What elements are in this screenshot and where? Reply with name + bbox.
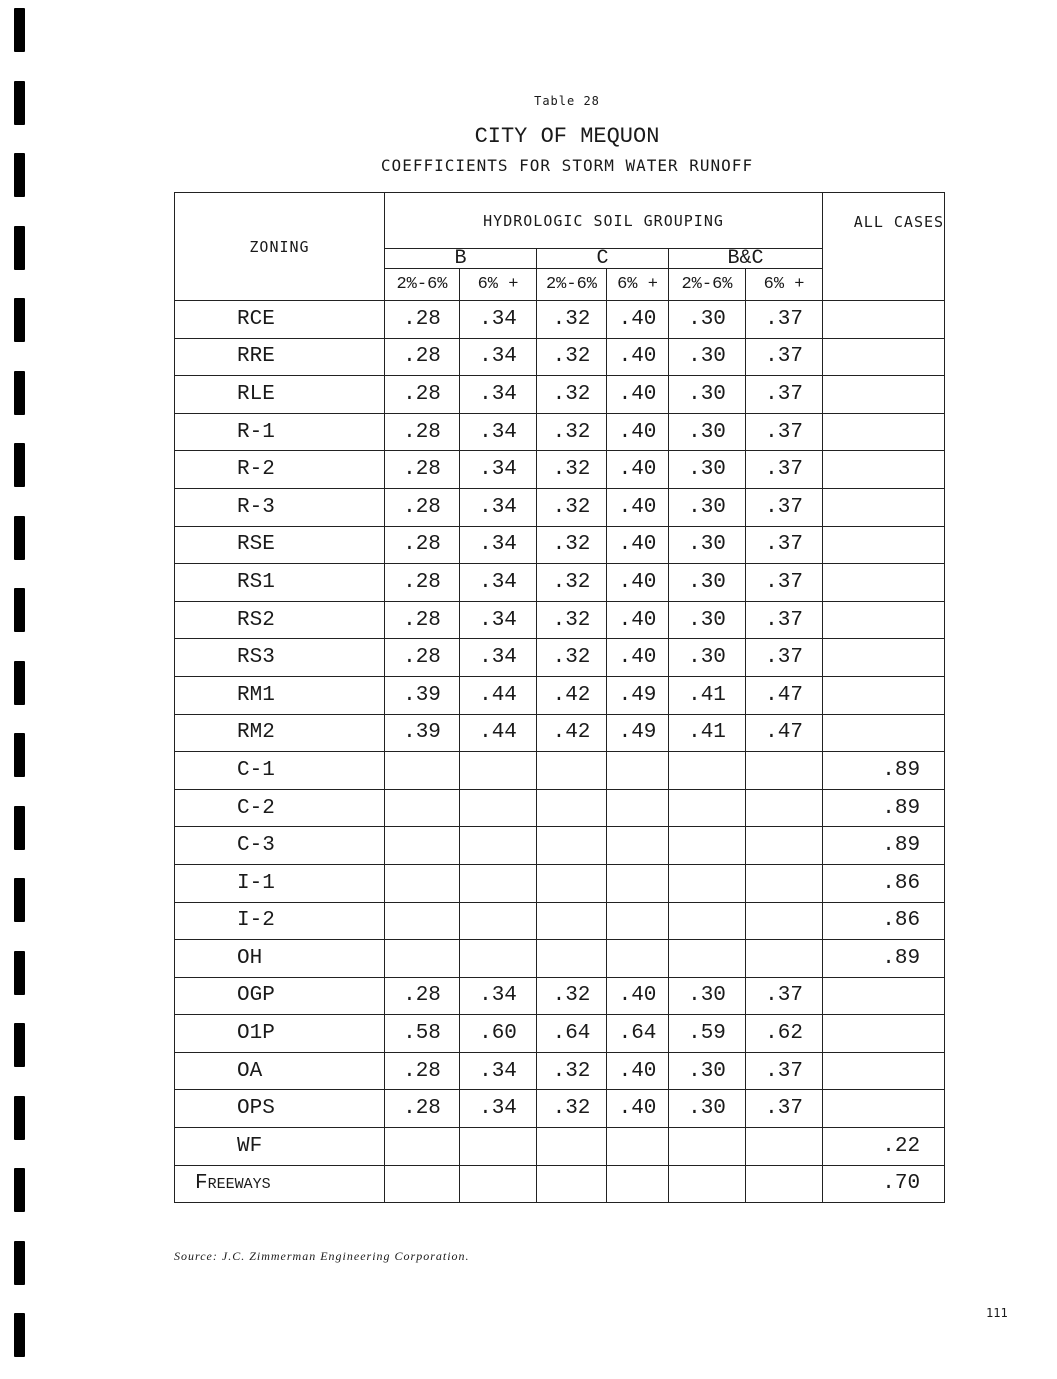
coefficient-cell xyxy=(607,864,669,902)
slope-header: 2%-6% xyxy=(537,269,607,301)
source-note: Source: J.C. Zimmerman Engineering Corporation. xyxy=(174,1249,470,1263)
coefficient-cell: .34 xyxy=(460,601,537,639)
coefficient-cell xyxy=(607,902,669,940)
coefficient-cell: .30 xyxy=(669,488,746,526)
all-cases-cell xyxy=(823,601,945,639)
coefficient-cell: .34 xyxy=(460,488,537,526)
coefficient-cell: .32 xyxy=(537,639,607,677)
table-row xyxy=(175,940,945,978)
coefficient-cell: .32 xyxy=(537,977,607,1015)
zoning-cell: OH xyxy=(175,940,385,978)
coefficient-cell: .28 xyxy=(385,977,460,1015)
coefficient-cell: .64 xyxy=(537,1015,607,1053)
all-cases-cell xyxy=(823,451,945,489)
soil-group-c-header: C xyxy=(537,249,669,269)
coefficient-cell xyxy=(385,789,460,827)
coefficient-cell: .39 xyxy=(385,676,460,714)
table-row xyxy=(175,827,945,865)
coefficient-cell: .59 xyxy=(669,1015,746,1053)
soil-group-bc-header: B&C xyxy=(669,249,823,269)
zoning-cell: RS1 xyxy=(175,564,385,602)
coefficient-cell: .30 xyxy=(669,338,746,376)
coefficient-cell: .40 xyxy=(607,451,669,489)
all-cases-cell xyxy=(823,338,945,376)
table-row xyxy=(175,376,945,414)
zoning-cell: OGP xyxy=(175,977,385,1015)
table-row xyxy=(175,413,945,451)
coefficient-cell xyxy=(385,1165,460,1203)
coefficient-cell: .34 xyxy=(460,526,537,564)
coefficient-cell xyxy=(537,827,607,865)
zoning-cell: OA xyxy=(175,1052,385,1090)
all-cases-cell xyxy=(823,676,945,714)
zoning-cell: I-2 xyxy=(175,902,385,940)
slope-header: 2%-6% xyxy=(385,269,460,301)
coefficient-cell: .30 xyxy=(669,526,746,564)
all-cases-cell xyxy=(823,1015,945,1053)
coefficient-cell xyxy=(746,827,823,865)
coefficient-cell xyxy=(746,789,823,827)
coefficient-cell xyxy=(746,1128,823,1166)
coefficient-cell: .40 xyxy=(607,301,669,339)
coefficient-cell: .37 xyxy=(746,488,823,526)
coefficient-cell: .32 xyxy=(537,564,607,602)
coefficient-cell: .32 xyxy=(537,1090,607,1128)
coefficient-cell xyxy=(460,752,537,790)
coefficient-cell: .34 xyxy=(460,338,537,376)
all-cases-cell: .70 xyxy=(823,1165,945,1203)
zoning-cell: C-1 xyxy=(175,752,385,790)
coefficient-cell: .28 xyxy=(385,338,460,376)
coefficient-cell: .60 xyxy=(460,1015,537,1053)
coefficient-cell: .30 xyxy=(669,451,746,489)
coefficient-cell: .37 xyxy=(746,301,823,339)
coefficient-cell: .44 xyxy=(460,714,537,752)
coefficient-cell: .30 xyxy=(669,1052,746,1090)
coefficient-cell xyxy=(669,789,746,827)
coefficient-cell xyxy=(746,864,823,902)
coefficient-cell: .28 xyxy=(385,301,460,339)
coefficient-cell: .39 xyxy=(385,714,460,752)
table-row xyxy=(175,864,945,902)
table-row xyxy=(175,526,945,564)
coefficient-cell xyxy=(607,827,669,865)
zoning-cell: R-1 xyxy=(175,413,385,451)
coefficient-cell xyxy=(385,827,460,865)
all-cases-cell xyxy=(823,1052,945,1090)
coefficient-cell xyxy=(669,752,746,790)
coefficient-cell: .40 xyxy=(607,639,669,677)
coefficient-cell: .34 xyxy=(460,301,537,339)
coefficient-cell: .37 xyxy=(746,564,823,602)
coefficient-cell xyxy=(460,902,537,940)
all-cases-cell xyxy=(823,526,945,564)
zoning-cell: R-3 xyxy=(175,488,385,526)
coefficient-cell: .30 xyxy=(669,413,746,451)
coefficient-cell xyxy=(746,902,823,940)
coefficient-cell: .34 xyxy=(460,1052,537,1090)
table-row xyxy=(175,639,945,677)
all-cases-cell xyxy=(823,564,945,602)
table-row xyxy=(175,601,945,639)
coefficient-cell: .28 xyxy=(385,488,460,526)
coefficient-cell xyxy=(537,940,607,978)
coefficient-cell: .28 xyxy=(385,413,460,451)
coefficient-cell: .30 xyxy=(669,564,746,602)
coefficient-cell xyxy=(607,940,669,978)
table-row xyxy=(175,977,945,1015)
coefficient-cell xyxy=(460,827,537,865)
coefficient-cell: .30 xyxy=(669,977,746,1015)
zoning-cell: RRE xyxy=(175,338,385,376)
coefficient-cell xyxy=(385,1128,460,1166)
coefficient-cell: .32 xyxy=(537,526,607,564)
coefficient-cell: .28 xyxy=(385,601,460,639)
all-cases-cell: .89 xyxy=(823,789,945,827)
zoning-cell: RS3 xyxy=(175,639,385,677)
zoning-cell: RS2 xyxy=(175,601,385,639)
zoning-cell: Freeways xyxy=(175,1165,385,1203)
coefficient-cell: .28 xyxy=(385,451,460,489)
coefficient-cell xyxy=(746,1165,823,1203)
slope-header: 6% + xyxy=(460,269,537,301)
coefficient-cell: .37 xyxy=(746,451,823,489)
coefficient-cell xyxy=(537,1165,607,1203)
coefficient-cell xyxy=(385,864,460,902)
table-row xyxy=(175,1015,945,1053)
coefficient-cell: .34 xyxy=(460,639,537,677)
coefficient-cell: .34 xyxy=(460,977,537,1015)
coefficient-cell xyxy=(669,1128,746,1166)
coefficient-cell: .40 xyxy=(607,413,669,451)
coefficient-cell xyxy=(385,902,460,940)
all-cases-cell xyxy=(823,488,945,526)
hydrologic-soil-grouping-header: HYDROLOGIC SOIL GROUPING xyxy=(385,193,823,249)
coefficient-cell xyxy=(669,1165,746,1203)
page-subtitle: COEFFICIENTS FOR STORM WATER RUNOFF xyxy=(380,156,754,175)
coefficient-cell: .30 xyxy=(669,1090,746,1128)
coefficient-cell: .47 xyxy=(746,714,823,752)
page-title: CITY OF MEQUON xyxy=(474,124,660,149)
table-row xyxy=(175,752,945,790)
table-body xyxy=(175,301,945,1203)
coefficient-cell: .47 xyxy=(746,676,823,714)
coefficient-cell: .40 xyxy=(607,488,669,526)
coefficient-cell: .41 xyxy=(669,714,746,752)
coefficient-cell xyxy=(385,752,460,790)
table-row xyxy=(175,1090,945,1128)
coefficient-cell: .34 xyxy=(460,451,537,489)
zoning-cell: O1P xyxy=(175,1015,385,1053)
coefficient-cell: .28 xyxy=(385,526,460,564)
coefficient-cell: .28 xyxy=(385,1052,460,1090)
binding-hole-marks xyxy=(14,0,28,1379)
coefficient-cell: .40 xyxy=(607,564,669,602)
coefficient-cell: .32 xyxy=(537,451,607,489)
coefficient-cell xyxy=(460,1128,537,1166)
zoning-cell: C-3 xyxy=(175,827,385,865)
table-row xyxy=(175,1128,945,1166)
coefficient-cell: .37 xyxy=(746,338,823,376)
coefficient-cell: .40 xyxy=(607,1052,669,1090)
coefficient-cell xyxy=(537,752,607,790)
zoning-cell: R-2 xyxy=(175,451,385,489)
coefficient-cell: .28 xyxy=(385,1090,460,1128)
all-cases-cell: .22 xyxy=(823,1128,945,1166)
zoning-cell: RM2 xyxy=(175,714,385,752)
coefficient-cell: .34 xyxy=(460,564,537,602)
coefficient-cell: .34 xyxy=(460,376,537,414)
coefficient-cell: .32 xyxy=(537,488,607,526)
all-cases-cell: .89 xyxy=(823,940,945,978)
coefficient-cell xyxy=(669,827,746,865)
zoning-cell: WF xyxy=(175,1128,385,1166)
zoning-cell: I-1 xyxy=(175,864,385,902)
coefficient-cell: .30 xyxy=(669,639,746,677)
coefficient-cell xyxy=(669,864,746,902)
zoning-cell: RCE xyxy=(175,301,385,339)
table-row xyxy=(175,564,945,602)
coefficient-cell xyxy=(669,940,746,978)
coefficient-cell: .34 xyxy=(460,413,537,451)
zoning-cell: C-2 xyxy=(175,789,385,827)
coefficient-cell: .64 xyxy=(607,1015,669,1053)
runoff-coefficients-table xyxy=(174,192,945,1203)
table-row xyxy=(175,1052,945,1090)
coefficient-cell: .37 xyxy=(746,376,823,414)
zoning-cell: RLE xyxy=(175,376,385,414)
zoning-cell: RM1 xyxy=(175,676,385,714)
coefficient-cell: .41 xyxy=(669,676,746,714)
coefficient-cell xyxy=(460,789,537,827)
coefficient-cell xyxy=(607,752,669,790)
coefficient-cell: .42 xyxy=(537,676,607,714)
table-row xyxy=(175,451,945,489)
table-number: Table 28 xyxy=(534,94,600,108)
table-row xyxy=(175,714,945,752)
coefficient-cell: .40 xyxy=(607,977,669,1015)
coefficient-cell: .32 xyxy=(537,413,607,451)
coefficient-cell: .37 xyxy=(746,1090,823,1128)
coefficient-cell: .32 xyxy=(537,376,607,414)
coefficient-cell: .37 xyxy=(746,977,823,1015)
coefficient-cell: .58 xyxy=(385,1015,460,1053)
coefficient-cell: .37 xyxy=(746,526,823,564)
coefficient-cell: .30 xyxy=(669,301,746,339)
table-row xyxy=(175,1165,945,1203)
coefficient-cell: .42 xyxy=(537,714,607,752)
slope-header: 6% + xyxy=(746,269,823,301)
coefficient-cell: .28 xyxy=(385,376,460,414)
coefficient-cell: .40 xyxy=(607,338,669,376)
table-row xyxy=(175,676,945,714)
zoning-header: ZONING xyxy=(175,193,385,301)
coefficient-cell xyxy=(460,1165,537,1203)
coefficient-cell xyxy=(460,940,537,978)
coefficient-cell xyxy=(746,752,823,790)
coefficient-cell: .40 xyxy=(607,526,669,564)
zoning-cell: RSE xyxy=(175,526,385,564)
coefficient-cell: .49 xyxy=(607,714,669,752)
coefficient-cell: .40 xyxy=(607,376,669,414)
coefficient-cell xyxy=(537,789,607,827)
coefficient-cell: .30 xyxy=(669,376,746,414)
zoning-cell: OPS xyxy=(175,1090,385,1128)
coefficient-cell xyxy=(607,789,669,827)
all-cases-cell xyxy=(823,977,945,1015)
table-row xyxy=(175,789,945,827)
coefficient-cell: .28 xyxy=(385,564,460,602)
coefficient-cell xyxy=(460,864,537,902)
coefficient-cell xyxy=(607,1128,669,1166)
coefficient-cell: .40 xyxy=(607,1090,669,1128)
table-row xyxy=(175,301,945,339)
coefficient-cell xyxy=(537,902,607,940)
coefficient-cell xyxy=(746,940,823,978)
coefficient-cell xyxy=(669,902,746,940)
coefficient-cell xyxy=(607,1165,669,1203)
coefficient-cell: .40 xyxy=(607,601,669,639)
all-cases-header: ALL CASES xyxy=(823,193,945,301)
coefficient-cell: .37 xyxy=(746,1052,823,1090)
slope-header: 6% + xyxy=(607,269,669,301)
coefficient-cell: .32 xyxy=(537,1052,607,1090)
coefficient-cell: .32 xyxy=(537,338,607,376)
all-cases-cell xyxy=(823,639,945,677)
coefficient-cell: .62 xyxy=(746,1015,823,1053)
all-cases-cell: .86 xyxy=(823,864,945,902)
table-row xyxy=(175,902,945,940)
coefficient-cell: .32 xyxy=(537,601,607,639)
coefficient-cell xyxy=(385,940,460,978)
all-cases-cell xyxy=(823,301,945,339)
slope-header: 2%-6% xyxy=(669,269,746,301)
all-cases-cell: .89 xyxy=(823,752,945,790)
coefficient-cell: .30 xyxy=(669,601,746,639)
all-cases-cell xyxy=(823,413,945,451)
all-cases-cell: .86 xyxy=(823,902,945,940)
page-number: 111 xyxy=(986,1306,1008,1320)
coefficient-cell: .32 xyxy=(537,301,607,339)
all-cases-cell xyxy=(823,1090,945,1128)
coefficient-cell: .34 xyxy=(460,1090,537,1128)
all-cases-cell xyxy=(823,376,945,414)
coefficient-cell xyxy=(537,1128,607,1166)
all-cases-cell: .89 xyxy=(823,827,945,865)
coefficient-cell: .37 xyxy=(746,601,823,639)
all-cases-cell xyxy=(823,714,945,752)
coefficient-cell: .37 xyxy=(746,639,823,677)
table-row xyxy=(175,338,945,376)
coefficient-cell: .49 xyxy=(607,676,669,714)
coefficient-cell: .28 xyxy=(385,639,460,677)
coefficient-cell: .44 xyxy=(460,676,537,714)
coefficient-cell xyxy=(537,864,607,902)
table-row xyxy=(175,488,945,526)
soil-group-b-header: B xyxy=(385,249,537,269)
coefficient-cell: .37 xyxy=(746,413,823,451)
